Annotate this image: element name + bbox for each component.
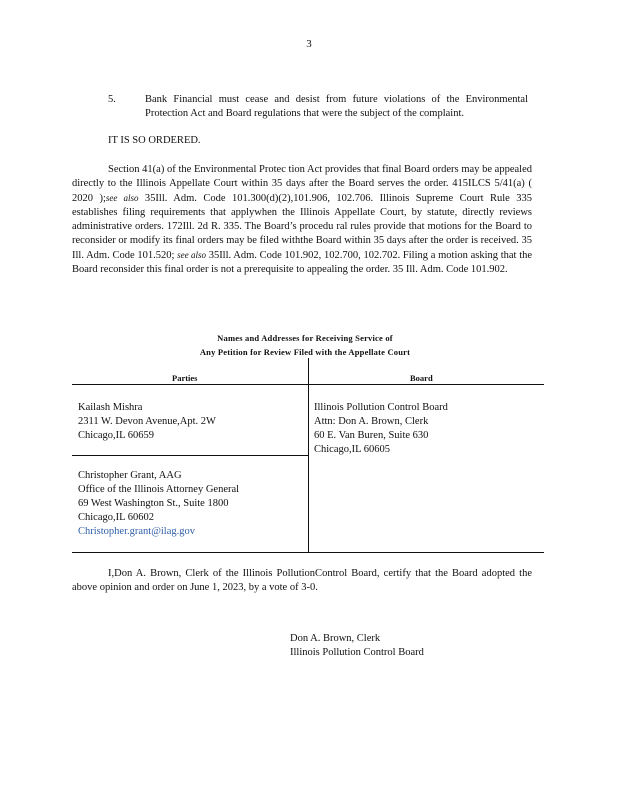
- page-number: 3: [306, 38, 312, 50]
- parties-row-divider: [72, 455, 308, 456]
- party-name: Kailash Mishra: [78, 402, 143, 413]
- party-mishra-address: [78, 401, 216, 443]
- table-bottom-rule: [72, 552, 544, 553]
- party-city: Chicago,IL 60659: [78, 430, 155, 441]
- board-city: Chicago,IL 60605: [314, 444, 391, 455]
- table-title-line-2: Any Petition for Review Filed with the Appellate Court: [199, 347, 411, 357]
- board-name: Illinois Pollution Control Board: [314, 402, 448, 413]
- party-street: 2311 W. Devon Avenue,Apt. 2W: [78, 416, 216, 427]
- item-text: Bank Financial must cease and desist from future violations of the Environmental Protection Act and Board regulations that were the subject of the complaint.: [145, 94, 528, 119]
- party-grant-address: [78, 469, 239, 539]
- see-also-2: see also: [177, 250, 206, 260]
- appeal-text-3: 35Ill. Adm. Code 101.902, 102.700, 102.702. Filing a motion asking that the Board reconsider this final order is not a prerequisite to appealing the order. 35 Ill. Adm. Code 101.902.: [72, 250, 533, 275]
- board-column-header: Board: [410, 373, 433, 383]
- appeal-text-1: Section 41(a) of the Environmental Protec tion Act provides that final Board orders may be appealed directly to the Illinois Appellate Court within 35 days after the Board serves the order. 415ILCS 5/41(a) ( 2020 );: [72, 164, 532, 204]
- so-ordered-line: IT IS SO ORDERED.: [108, 135, 201, 146]
- party-street: 69 West Washington St., Suite 1800: [78, 498, 229, 509]
- signature-block: [290, 632, 424, 660]
- board-address: [314, 401, 448, 457]
- see-also-1: see also: [105, 193, 139, 203]
- appeal-text-2: 35Ill. Adm. Code 101.300(d)(2),101.906, 102.706. Illinois Supreme Court Rule 335 establishes filing requirements that applywhen the Illinois Appellate Court, by statute, directly reviews administrative orders. 172Ill. 2d R. 335. The Board’s procedu ral rules provide that motions for the Board to reconsider or modify its final orders may be filed withthe Board within 35 days after the order is received. 35 Ill. Adm. Code 101.520;: [72, 193, 532, 261]
- appeal-paragraph: [72, 163, 532, 277]
- service-table-title: [160, 331, 450, 359]
- party-city: Chicago,IL 60602: [78, 512, 155, 523]
- item-number: 5.: [108, 94, 116, 105]
- signatory-org: Illinois Pollution Control Board: [290, 647, 424, 658]
- party-email-link[interactable]: Christopher.grant@ilag.gov: [78, 526, 195, 537]
- board-attn: Attn: Don A. Brown, Clerk: [314, 416, 429, 427]
- board-street: 60 E. Van Buren, Suite 630: [314, 430, 429, 441]
- clerk-certification: I,Don A. Brown, Clerk of the Illinois PollutionControl Board, certify that the Board adopted the above opinion and order on June 1, 2023, by a vote of 3-0.: [72, 568, 532, 593]
- parties-column-header: Parties: [172, 373, 198, 383]
- table-column-divider: [308, 358, 309, 553]
- signatory-name: Don A. Brown, Clerk: [290, 633, 381, 644]
- table-title-line-1: Names and Addresses for Receiving Service of: [217, 333, 393, 343]
- party-name: Christopher Grant, AAG: [78, 470, 182, 481]
- party-office: Office of the Illinois Attorney General: [78, 484, 240, 495]
